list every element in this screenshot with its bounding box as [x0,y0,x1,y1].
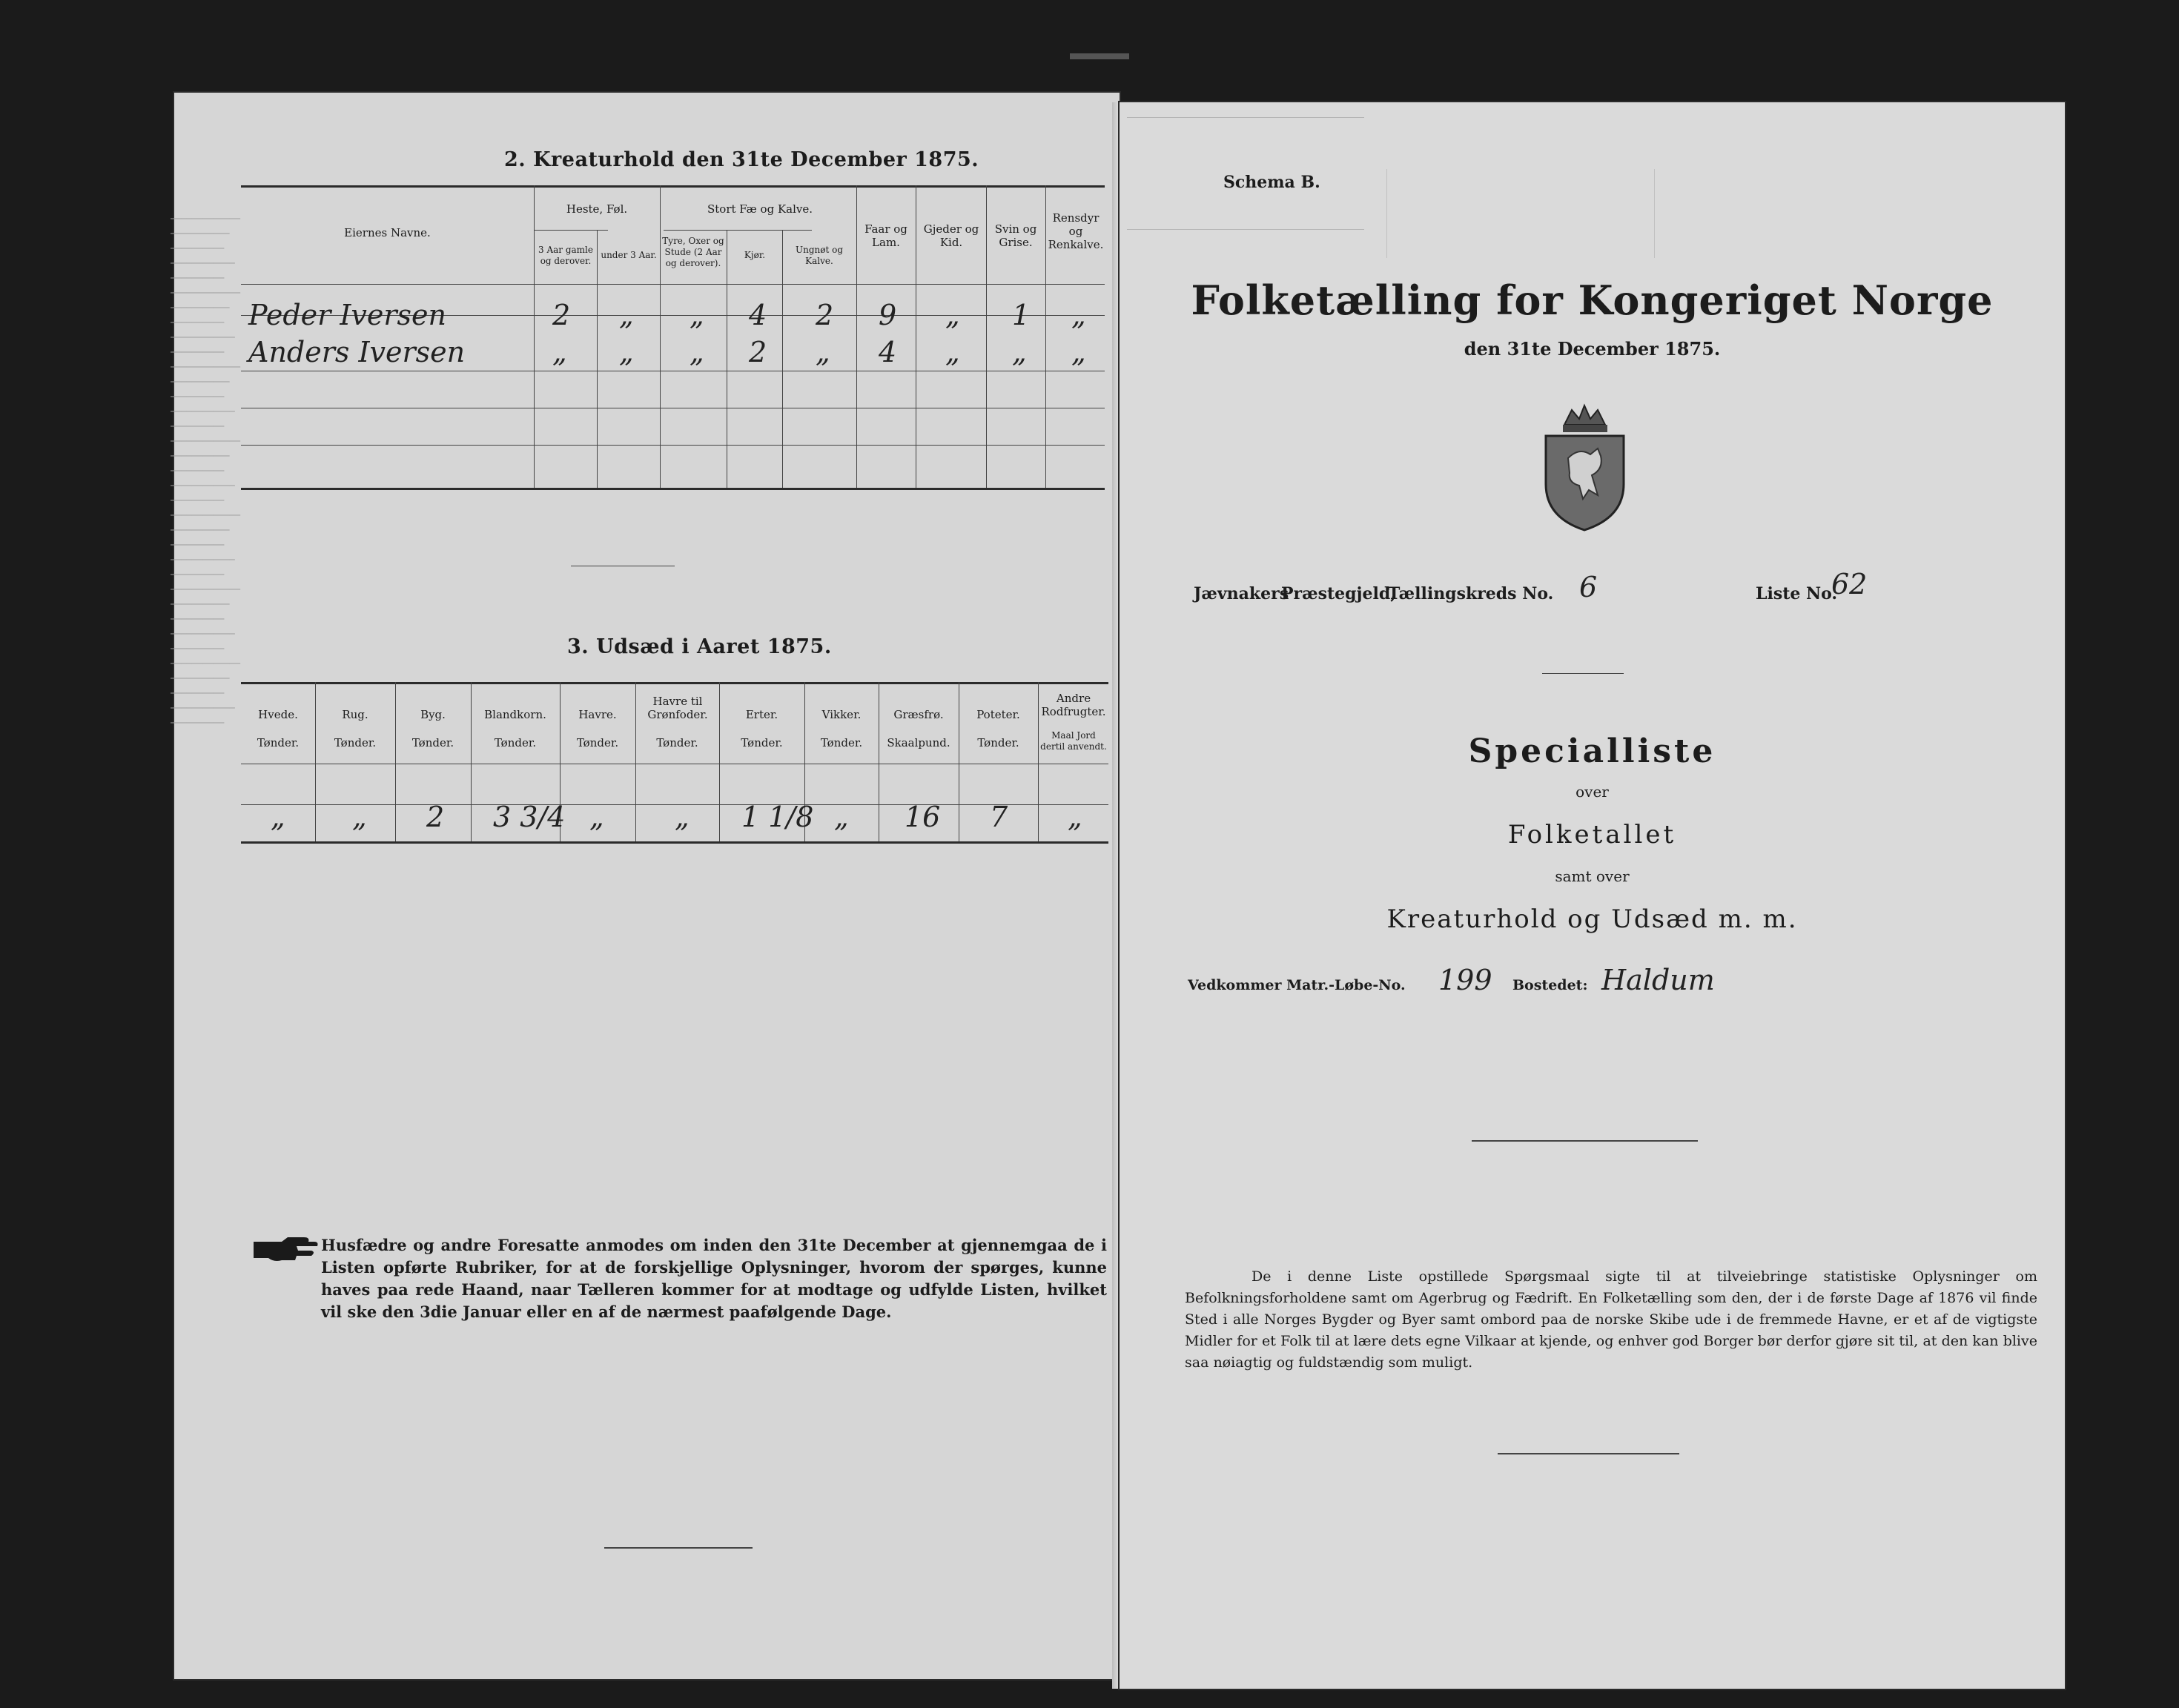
seed-value: 3 3/4 [493,801,566,833]
bleed-through-columns [1386,169,1655,258]
seed-value: „ [834,801,849,833]
table-cell: 2 [552,299,571,331]
also-over-label: samt over [1555,867,1630,885]
closing-rule [1498,1453,1679,1454]
table-cell: „ [690,299,704,331]
pointing-hand-icon [252,1236,319,1265]
bosted-label: Bostedet: [1512,977,1588,993]
table-row-owner: Anders Iversen [248,336,466,368]
cattle-group-header: Stort Fæ og Kalve. [707,202,813,216]
table-cell: 4 [749,299,767,331]
seed-value: „ [352,801,367,833]
table-cell: 1 [1012,299,1031,331]
divider-rule [1542,673,1624,674]
bosted-value: Haldum [1601,964,1715,996]
seed-col-unit: Tønder. [576,736,619,749]
reindeer-header: Rensdyr og Renkalve. [1048,211,1104,251]
seed-col-header: Havre. [578,708,617,721]
schema-label: Schema B. [1223,173,1320,192]
horses-group-header: Heste, Føl. [566,202,628,216]
seed-value: 16 [905,801,941,833]
table-cell: „ [816,336,830,368]
special-list-title: Specialliste [1468,732,1716,770]
table-cell: „ [619,336,634,368]
table-cell: 4 [879,336,897,368]
list-label: Liste No. [1756,584,1838,603]
sheep-header: Faar og Lam. [864,222,907,249]
horses-old-header: 3 Aar gamle og derover. [538,245,593,266]
population-label: Folketallet [1507,820,1677,850]
closing-rule [604,1547,753,1549]
horses-young-header: under 3 Aar. [601,250,657,260]
seed-value: „ [271,801,285,833]
district-number: 6 [1579,571,1598,603]
table-cell: „ [619,299,634,331]
scan-edge-mark [1070,53,1129,59]
seed-col-header: Græsfrø. [893,708,944,721]
seed-col-unit: Tønder. [656,736,698,749]
table-cell: „ [690,336,704,368]
pigs-header: Svin og Grise. [994,222,1037,249]
owner-column-header: Eiernes Navne. [344,226,431,239]
footer-paragraph: De i denne Liste opstillede Spørgsmaal sigte til at tilveiebringe statistiske Oplysninger om Befolkningsforholdene samt om Agerbrug og Fædrift. En Folketælling som den, der i de første Dage af 1876 vil finde Sted i alle Norges Bygder og Byer samt ombord paa de norske Skibe ude i de fremmede Havne, er et af de vigtigste Midler for et Folk til at lære dets egne Vilkaar at kjende, og enhver god Borger bør derfor gjøre sit til, at den kan blive saa nøiagtig og fuldstændig som muligt. [1185,1268,2037,1371]
table-cell: „ [1071,336,1086,368]
page-title: Folketælling for Kongeriget Norge [1191,277,1994,324]
left-page [171,93,1120,1679]
seed-col-header: Havre til Grønfoder. [647,695,708,721]
calves-header: Ungnøt og Kalve. [795,245,844,266]
seed-col-header: Rug. [342,708,368,721]
seed-col-header: Andre Rodfrugter. [1041,692,1106,718]
table-row-owner: Peder Iversen [248,299,447,331]
district-label: Tællingskreds No. [1388,584,1554,603]
seed-col-unit: Tønder. [257,736,300,749]
table-cell: 2 [749,336,767,368]
seed-col-header: Vikker. [821,708,862,721]
notice-text: Husfædre og andre Foresatte anmodes om inden den 31te December at gjennemgaa de i Listen opførte Rubriker, for at de forskjellige Oplysninger, hvorom der spørges, kunne haves paa rede Haand, naar Tælleren kommer for at modtage og udfylde Listen, hvilket vil ske den 3die Januar eller en af de nærmest paafølgende Dage. [321,1236,1107,1321]
seed-col-header: Hvede. [258,708,298,721]
seed-col-unit: Tønder. [741,736,783,749]
over-label: over [1575,783,1609,801]
seed-col-header: Poteter. [976,708,1020,721]
coat-of-arms-icon [1538,403,1631,532]
seed-col-header: Byg. [420,708,446,721]
table-cell: „ [1012,336,1027,368]
parish-label: Præstegjeld, [1281,584,1396,603]
table-cell: „ [1071,299,1086,331]
table-cell: „ [945,299,960,331]
table-cell: „ [552,336,567,368]
census-date: den 31te December 1875. [1464,338,1721,360]
seed-col-unit: Tønder. [411,736,454,749]
list-number: 62 [1831,568,1868,600]
table-cell: 9 [879,299,897,331]
seed-heading: 3. Udsæd i Aaret 1875. [567,635,832,658]
livestock-heading: 2. Kreaturhold den 31te December 1875. [504,148,979,171]
bulls-header: Tyre, Oxer og Stude (2 Aar og derover). [662,236,724,268]
seed-col-unit: Tønder. [820,736,863,749]
seed-value: „ [589,801,604,833]
matr-number: 199 [1438,964,1492,996]
matr-label: Vedkommer Matr.-Løbe-No. [1188,977,1406,993]
seed-col-header: Erter. [745,708,778,721]
seed-col-unit: Maal Jord dertil anvendt. [1040,730,1107,752]
seed-col-header: Blandkorn. [484,708,546,721]
cows-header: Kjør. [744,250,766,260]
parish-name: Jævnakers [1194,584,1289,603]
seed-col-unit: Tønder. [494,736,537,749]
table-cell: „ [945,336,960,368]
seed-value: 7 [990,801,1008,833]
right-page [1120,102,2065,1689]
bleed-through-text: ───────────── ─────────── ────────── ──────────── ────────── ───────────── ─────────── ────────── ──────────── ────────── ───────────── ─────────── ────────── ──────────── ────────── ───────────── ─────────── ────────── ──────────── ────────── ───────────── ─────────── ────────── ──────────── ────────── ───────────── ─────────── ────────── ──────────── ────────── ───────────── ─────────── ────────── ──────────── ────────── [171,214,240,728]
seed-value: 1 1/8 [741,801,814,833]
seed-col-unit: Tønder. [977,736,1019,749]
divider-rule [1472,1140,1698,1142]
livestock-seed-label: Kreaturhold og Udsæd m. m. [1386,904,1798,934]
seed-col-unit: Tønder. [334,736,377,749]
seed-value: „ [675,801,690,833]
table-cell: 2 [816,299,834,331]
seed-col-unit: Skaalpund. [887,736,950,749]
goats-header: Gjeder og Kid. [923,222,979,249]
seed-value: „ [1068,801,1082,833]
seed-value: 2 [426,801,445,833]
